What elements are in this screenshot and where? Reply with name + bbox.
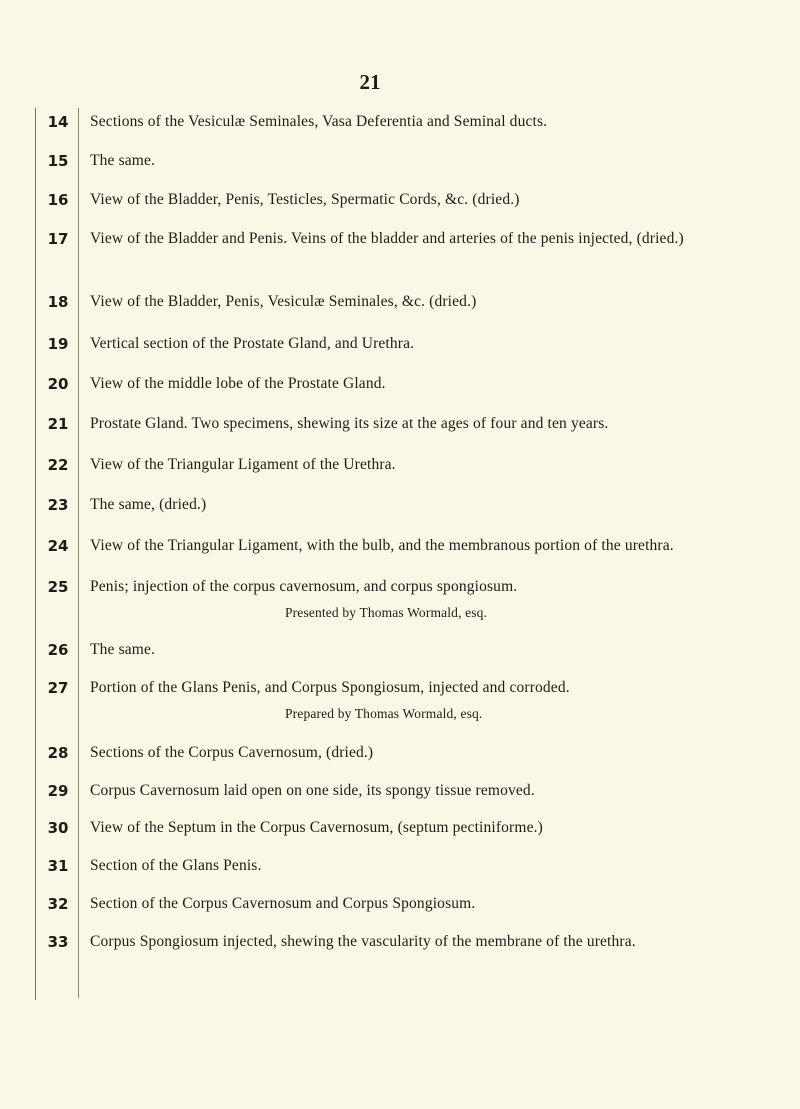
entry-provenance-note: Prepared by Thomas Wormald, esq. bbox=[285, 706, 483, 721]
entry-number: 16 bbox=[47, 191, 69, 209]
entry-number: 15 bbox=[47, 152, 69, 170]
left-margin-rule bbox=[35, 108, 36, 1000]
entry-number: 19 bbox=[47, 335, 69, 353]
entry-description bbox=[90, 676, 790, 724]
entry-number: 30 bbox=[47, 819, 69, 837]
entry-description: View of the Septum in the Corpus Cavernosum, (septum pectiniforme.) bbox=[90, 819, 543, 836]
entry-number: 23 bbox=[47, 496, 69, 514]
entry-provenance-note: Presented by Thomas Wormald, esq. bbox=[285, 605, 488, 620]
entry-number: 28 bbox=[47, 744, 69, 762]
entry-number: 21 bbox=[47, 415, 69, 433]
entry-number: 17 bbox=[47, 230, 69, 248]
entry-number: 18 bbox=[47, 293, 69, 311]
entry-number: 32 bbox=[47, 895, 69, 913]
entry-description: Vertical section of the Prostate Gland, and Urethra. bbox=[90, 335, 415, 352]
entry-description: The same. bbox=[90, 152, 156, 169]
column-divider-rule bbox=[78, 108, 79, 998]
entry-description: Section of the Glans Penis. bbox=[90, 857, 262, 874]
page-number: 21 bbox=[359, 70, 381, 94]
entry-description: View of the Triangular Ligament of the Urethra. bbox=[90, 456, 396, 473]
entry-number: 31 bbox=[47, 857, 69, 875]
entry-number: 29 bbox=[47, 782, 69, 800]
entry-description: View of the Bladder, Penis, Vesiculæ Seminales, &c. (dried.) bbox=[90, 293, 477, 310]
entry-description: View of the Bladder and Penis. Veins of the bladder and arteries of the penis injected, (dried.) bbox=[90, 230, 684, 247]
entry-description: Corpus Spongiosum injected, shewing the vascularity of the membrane of the urethra. bbox=[90, 933, 636, 950]
entry-description bbox=[90, 575, 790, 623]
entry-description: Corpus Cavernosum laid open on one side, its spongy tissue removed. bbox=[90, 782, 535, 799]
entry-number: 14 bbox=[47, 113, 69, 131]
entry-number: 20 bbox=[47, 375, 69, 393]
entry-number: 22 bbox=[47, 456, 69, 474]
entry-number: 27 bbox=[47, 679, 69, 697]
entry-number: 26 bbox=[47, 641, 69, 659]
entry-description-text: Penis; injection of the corpus cavernosum, and corpus spongiosum. bbox=[90, 578, 518, 595]
entry-description-text: Portion of the Glans Penis, and Corpus Spongiosum, injected and corroded. bbox=[90, 679, 570, 696]
entry-description: Section of the Corpus Cavernosum and Corpus Spongiosum. bbox=[90, 895, 476, 912]
entry-description: Sections of the Corpus Cavernosum, (dried.) bbox=[90, 744, 374, 761]
entry-description: View of the Triangular Ligament, with the bulb, and the membranous portion of the urethra. bbox=[90, 537, 674, 554]
entry-description: View of the middle lobe of the Prostate Gland. bbox=[90, 375, 386, 392]
entry-number: 25 bbox=[47, 578, 69, 596]
entry-description: Sections of the Vesiculæ Seminales, Vasa Deferentia and Seminal ducts. bbox=[90, 113, 548, 130]
entry-description: The same, (dried.) bbox=[90, 496, 207, 513]
entry-description: Prostate Gland. Two specimens, shewing its size at the ages of four and ten years. bbox=[90, 415, 609, 432]
entry-number: 24 bbox=[47, 537, 69, 555]
entry-number: 33 bbox=[47, 933, 69, 951]
entry-description: View of the Bladder, Penis, Testicles, Spermatic Cords, &c. (dried.) bbox=[90, 191, 520, 208]
entry-description: The same. bbox=[90, 641, 156, 658]
